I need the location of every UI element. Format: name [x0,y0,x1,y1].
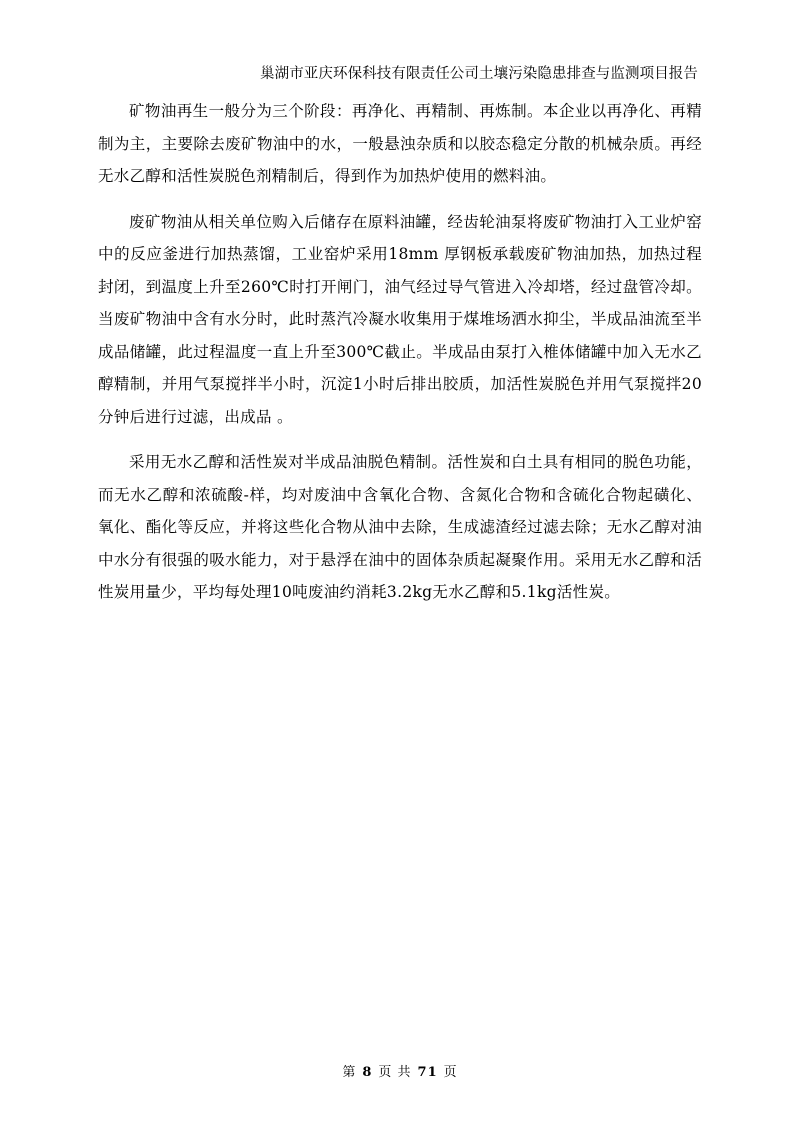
footer-suffix: 页 [443,1065,458,1080]
page-footer [0,1061,800,1080]
header-divider [102,85,698,86]
paragraph-process-description: 废矿物油从相关单位购入后储存在原料油罐，经齿轮油泵将废矿物油打入工业炉窑中的反应釜进行加热蒸馏，工业窑炉采用18mm 厚钢板承载废矿物油加热，加热过程封闭，到温度上升至260℃时打开闸门，油气经过导气管进入冷却塔，经过盘管冷却。当废矿物油中含有水分时，此时蒸汽冷凝水收集用于煤堆场洒水抑尘，半成品油流至半成品储罐，此过程温度一直上升至300℃截止。半成品由泵打入椎体储罐中加入无水乙醇精制，并用气泵搅拌半小时，沉淀1小时后排出胶质，加活性炭脱色并用气泵搅拌20分钟后进行过滤，出成品 。 [98,212,702,426]
page-header: 巢湖市亚庆环保科技有限责任公司土壤污染隐患排查与监测项目报告 [260,66,698,82]
document-body [98,95,702,622]
paragraph-decolorization: 采用无水乙醇和活性炭对半成品油脱色精制。活性炭和白土具有相同的脱色功能，而无水乙醇和浓硫酸-样，均对废油中含氧化合物、含氮化合物和含硫化合物起磺化、氧化、酯化等反应，并将这些化合物从油中去除，生成滤渣经过滤去除；无水乙醇对油中水分有很强的吸水能力，对于悬浮在油中的固体杂质起凝聚作用。采用无水乙醇和活性炭用量少，平均每处理10吨废油约消耗3.2kg无水乙醇和5.1kg活性炭。 [98,453,702,601]
footer-middle: 页 共 [378,1065,412,1080]
paragraph-regeneration-stages: 矿物油再生一般分为三个阶段：再净化、再精制、再炼制。本企业以再净化、再精制为主，主要除去废矿物油中的水，一般悬浊杂质和以胶态稳定分散的机械杂质。再经无水乙醇和活性炭脱色剂精制后，得到作为加热炉使用的燃料油。 [98,102,702,185]
total-pages: 71 [417,1065,438,1080]
footer-prefix: 第 [342,1065,357,1080]
page-number: 8 [362,1065,373,1080]
